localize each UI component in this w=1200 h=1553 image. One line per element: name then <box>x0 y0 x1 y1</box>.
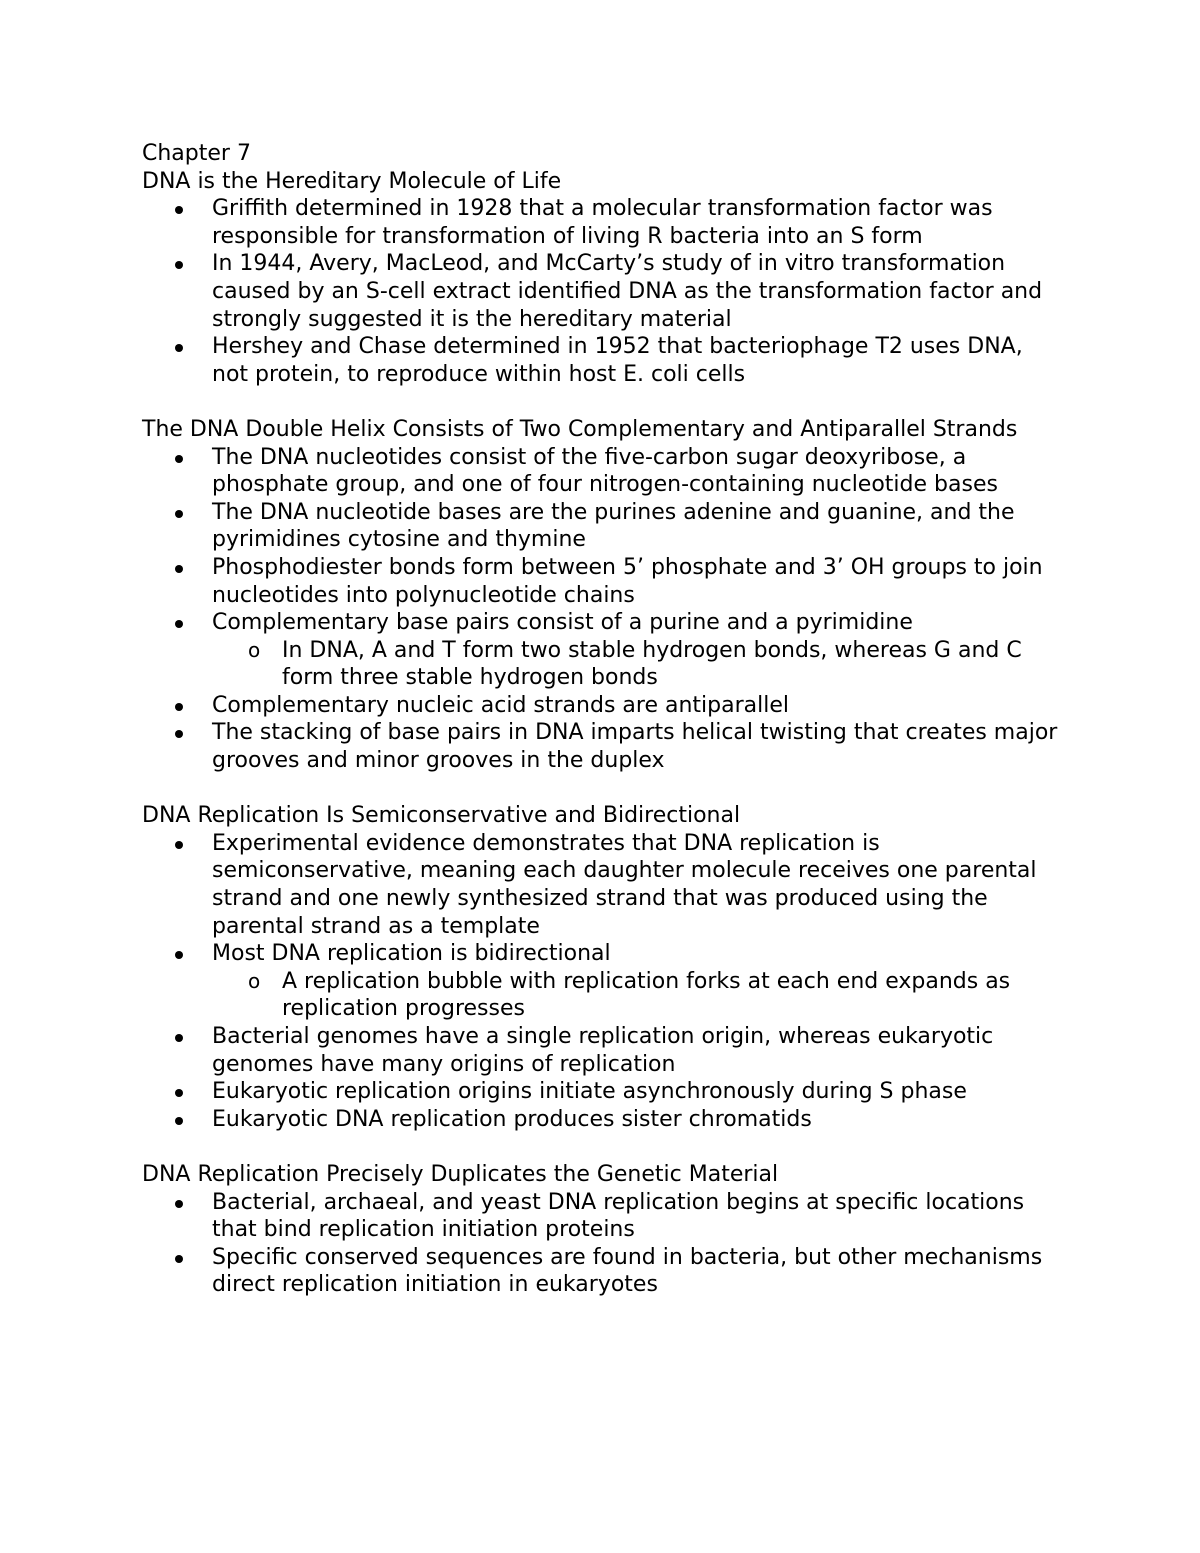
bullet-icon <box>175 1255 183 1263</box>
bullet-list <box>142 830 1062 1134</box>
list-item <box>142 1244 1062 1299</box>
list-item <box>142 719 1062 774</box>
list-item-text: Specific conserved sequences are found in bacteria, but other mechanisms direct replication initiation in eukaryotes <box>212 1244 1043 1298</box>
list-item <box>142 609 1062 692</box>
list-item <box>142 1078 1062 1106</box>
list-item-text: Most DNA replication is bidirectional <box>212 941 611 967</box>
list-item <box>142 830 1062 940</box>
bullet-icon <box>175 1034 183 1042</box>
bullet-icon <box>175 1089 183 1097</box>
list-item <box>142 195 1062 250</box>
sections-container <box>142 168 1062 1299</box>
bullet-icon <box>175 951 183 959</box>
section <box>142 168 1062 389</box>
list-item-text: Complementary base pairs consist of a purine and a pyrimidine <box>212 610 913 636</box>
section-heading: The DNA Double Helix Consists of Two Complementary and Antiparallel Strands <box>142 416 1018 442</box>
list-item <box>142 692 1062 720</box>
list-item-text: The DNA nucleotide bases are the purines adenine and guanine, and the pyrimidines cytosine and thymine <box>212 499 1015 553</box>
list-item-text: Bacterial, archaeal, and yeast DNA replication begins at specific locations that bind replication initiation proteins <box>212 1189 1025 1243</box>
section-heading: DNA is the Hereditary Molecule of Life <box>142 168 562 194</box>
sub-list-item <box>212 968 1062 1023</box>
bullet-icon <box>175 730 183 738</box>
list-item-text: Complementary nucleic acid strands are antiparallel <box>212 692 789 718</box>
list-item-text: Griffith determined in 1928 that a molecular transformation factor was responsible for transformation of living R bacteria into an S form <box>212 196 993 249</box>
bullet-list <box>142 444 1062 775</box>
list-item-text: Hershey and Chase determined in 1952 that bacteriophage T2 uses DNA, not protein, to reproduce within host E. coli cells <box>212 334 1023 387</box>
list-item <box>142 250 1062 333</box>
bullet-icon <box>175 1117 183 1125</box>
list-item-text: In 1944, Avery, MacLeod, and McCarty’s study of in vitro transformation caused by an S-cell extract identified DNA as the transformation factor and strongly suggested it is the hereditary material <box>212 251 1043 332</box>
list-item-text: Phosphodiester bonds form between 5’ phosphate and 3’ OH groups to join nucleotides into polynucleotide chains <box>212 554 1043 608</box>
section <box>142 802 1062 1133</box>
sub-bullet-list <box>212 968 1062 1023</box>
list-item-text: The DNA nucleotides consist of the five-carbon sugar deoxyribose, a phosphate group, and one of four nitrogen-containing nucleotide bases <box>212 444 998 498</box>
bullet-list <box>142 1189 1062 1299</box>
sub-list-item-text: In DNA, A and T form two stable hydrogen bonds, whereas G and C form three stable hydrogen bonds <box>282 637 1022 691</box>
list-item <box>142 554 1062 609</box>
list-item-text: Eukaryotic DNA replication produces sister chromatids <box>212 1106 812 1132</box>
bullet-icon <box>175 261 183 269</box>
list-item <box>142 444 1062 499</box>
sub-list-item <box>212 637 1062 692</box>
list-item-text: The stacking of base pairs in DNA imparts helical twisting that creates major grooves and minor grooves in the duplex <box>212 720 1058 774</box>
list-item-text: Eukaryotic replication origins initiate asynchronously during S phase <box>212 1079 967 1105</box>
list-item <box>142 940 1062 1023</box>
bullet-icon <box>175 703 183 711</box>
list-item <box>142 333 1062 388</box>
circle-bullet-icon: o <box>248 968 261 993</box>
bullet-icon <box>175 1200 183 1208</box>
bullet-icon <box>175 565 183 573</box>
bullet-icon <box>175 455 183 463</box>
list-item-text: Experimental evidence demonstrates that DNA replication is semiconservative, meaning each daughter molecule receives one parental strand and one newly synthesized strand that was produced using the parental strand as a template <box>212 830 1037 939</box>
section <box>142 416 1062 775</box>
list-item <box>142 1023 1062 1078</box>
bullet-icon <box>175 620 183 628</box>
list-item <box>142 499 1062 554</box>
sub-bullet-list <box>212 637 1062 692</box>
list-item <box>142 1106 1062 1134</box>
circle-bullet-icon: o <box>248 637 261 662</box>
document-page <box>142 140 1062 1299</box>
bullet-icon <box>175 841 183 849</box>
section-heading: DNA Replication Precisely Duplicates the Genetic Material <box>142 1161 779 1187</box>
bullet-icon <box>175 206 183 214</box>
sub-list-item-text: A replication bubble with replication forks at each end expands as replication progresses <box>282 968 1011 1022</box>
list-item-text: Bacterial genomes have a single replication origin, whereas eukaryotic genomes have many origins of replication <box>212 1024 994 1077</box>
bullet-list <box>142 195 1062 388</box>
bullet-icon <box>175 510 183 518</box>
section <box>142 1161 1062 1299</box>
section-heading: DNA Replication Is Semiconservative and Bidirectional <box>142 803 741 829</box>
chapter-title: Chapter 7 <box>142 141 251 166</box>
list-item <box>142 1189 1062 1244</box>
bullet-icon <box>175 344 183 352</box>
